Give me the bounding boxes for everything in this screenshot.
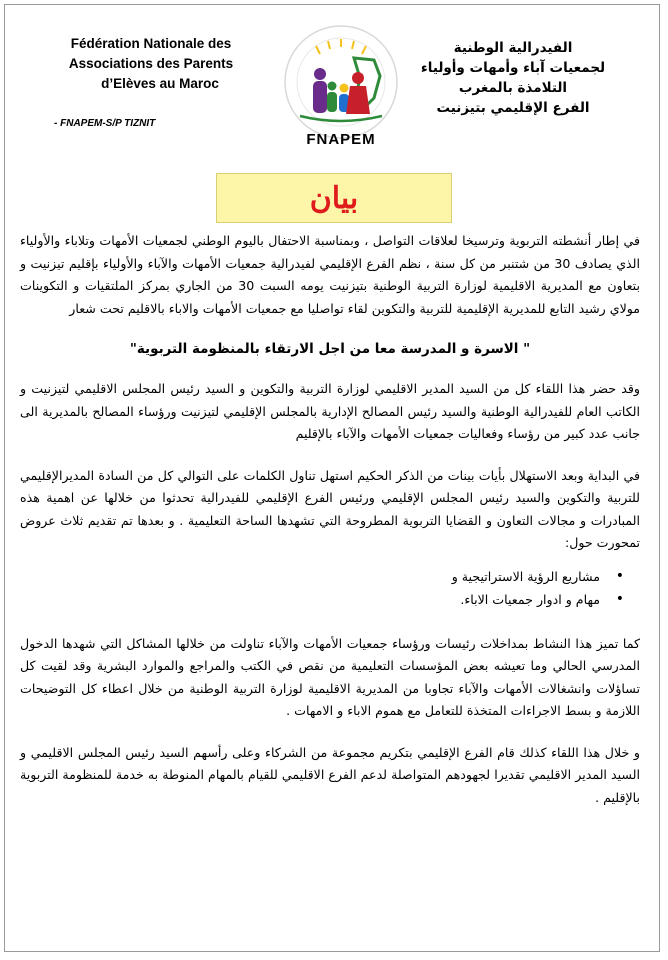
event-slogan: " الاسرة و المدرسة معا من اجل الارتقاء بالمنظومة التربوية"	[129, 341, 531, 357]
arabic-org-line: الفيدرالية الوطنية	[453, 40, 573, 56]
french-org-line: Fédération Nationale des	[70, 36, 232, 51]
document-title: بيان	[309, 180, 359, 216]
french-org-name	[46, 34, 256, 94]
fnapem-logo	[270, 16, 412, 158]
list-item: • مهام و ادوار جمعيات الاباء.	[20, 588, 600, 611]
french-org-subtitle: - FNAPEM-S/P TIZNIT	[54, 118, 156, 129]
french-org-line: d’Elèves au Maroc	[101, 76, 219, 91]
arabic-org-name	[408, 38, 618, 118]
paragraph-honoring: و خلال هذا اللقاء كذلك قام الفرع الإقليمي بتكريم مجموعة من الشركاء وعلى رأسهم السيد رئيس المجلس الاقليمي و السيد المدير الاقليمي تقديرا لجهودهم المتواصلة لدعم الفرع الاقليمي للقيام بالمهام المنوطة به خدمة للمنظومة التربوية بالإقليم .	[20, 744, 640, 805]
french-org-line: Associations des Parents	[68, 56, 234, 71]
topics-list	[20, 565, 640, 611]
title-banner	[216, 173, 452, 223]
letterhead	[0, 0, 668, 170]
paragraph-opening: في البداية وبعد الاستهلال بأيات بينات من الذكر الحكيم استهل تناول الكلمات على التوالي كل من السادة المديرالإقليمي للتربية والتكوين والسيد رئيس المجلس الإقليمي ورئيس الفرع الإقليمي للفيدرالية تحدثوا من خلالها عن اهمية هذه المبادرات و مجالات التعاون و القضايا التربوية المطروحة التي تشهدها الساحة التعليمية . و بعدها تم تقديم ثلاث عروض تمحورت حول:	[20, 467, 640, 550]
logo-text: FNAPEM	[306, 131, 376, 148]
paragraph-interventions: كما تميز هذا النشاط بمداخلات رئيسات ورؤساء جمعيات الأمهات والآباء تناولت من خلالها المشاكل التي شهدها الدخول المدرسي الحالي وما تعيشه بعض المؤسسات التعليمية من نقص في الكتب والمراجع والموارد البشرية وقد لقيت كل تساؤلات وانشغالات الأمهات والآباء تجاوبا من المديرية الاقليمية لوزارة التربية الوطنية من خلال اعطاء كل التوضيحات اللازمة و بسط الاجراءات المتخذة للتعامل مع هموم الاباء و الامهات .	[20, 635, 640, 718]
statement-body	[20, 230, 640, 828]
arabic-org-line: الفرع الإقليمي بتيزنيت	[436, 100, 590, 116]
paragraph-intro: في إطار أنشطته التربوية وترسيخا لعلاقات التواصل ، وبمناسبة الاحتفال باليوم الوطني لجمعيات الأمهات وتلاباء والأولياء الذي يصادف 30 من شتنبر من كل سنة ، نظم الفرع الإقليمي لفيدرالية جمعيات الأمهات والآباء والأولياء بإقليم تيزنيت و بتعاون مع المديرية الاقليمية لوزارة التربية الوطنية بتيزنيت يومه السبت 30 من الجاري بمركز الملتقيات و التكوينات مولاي رشيد التابع للمديرية الإقليمية للتربية والتكوين لقاء تواصليا مع جمعيات الأمهات والاباء بالاقليم تحت شعار	[20, 233, 640, 316]
list-item: • مشاريع الرؤية الاستراتيجية و	[20, 565, 600, 588]
paragraph-attendance: وقد حضر هذا اللقاء كل من السيد المدير الاقليمي لوزارة التربية والتكوين و السيد رئيس المجلس الاقليمي لتيزنيت و الكاتب العام للفيدرالية الوطنية والسيد رئيس المصالح الإدارية بالمجلس الإقليمي لتيزنيت ورؤساء المصالح بالمديرية الى جانب عدد كبير من رؤساء وفعاليات جمعيات الأمهات والآباء بالإقليم	[20, 381, 640, 441]
arabic-org-line: لجمعيات آباء وأمهات وأولياء	[420, 60, 606, 76]
arabic-org-line: التلامذة بالمغرب	[458, 80, 568, 96]
